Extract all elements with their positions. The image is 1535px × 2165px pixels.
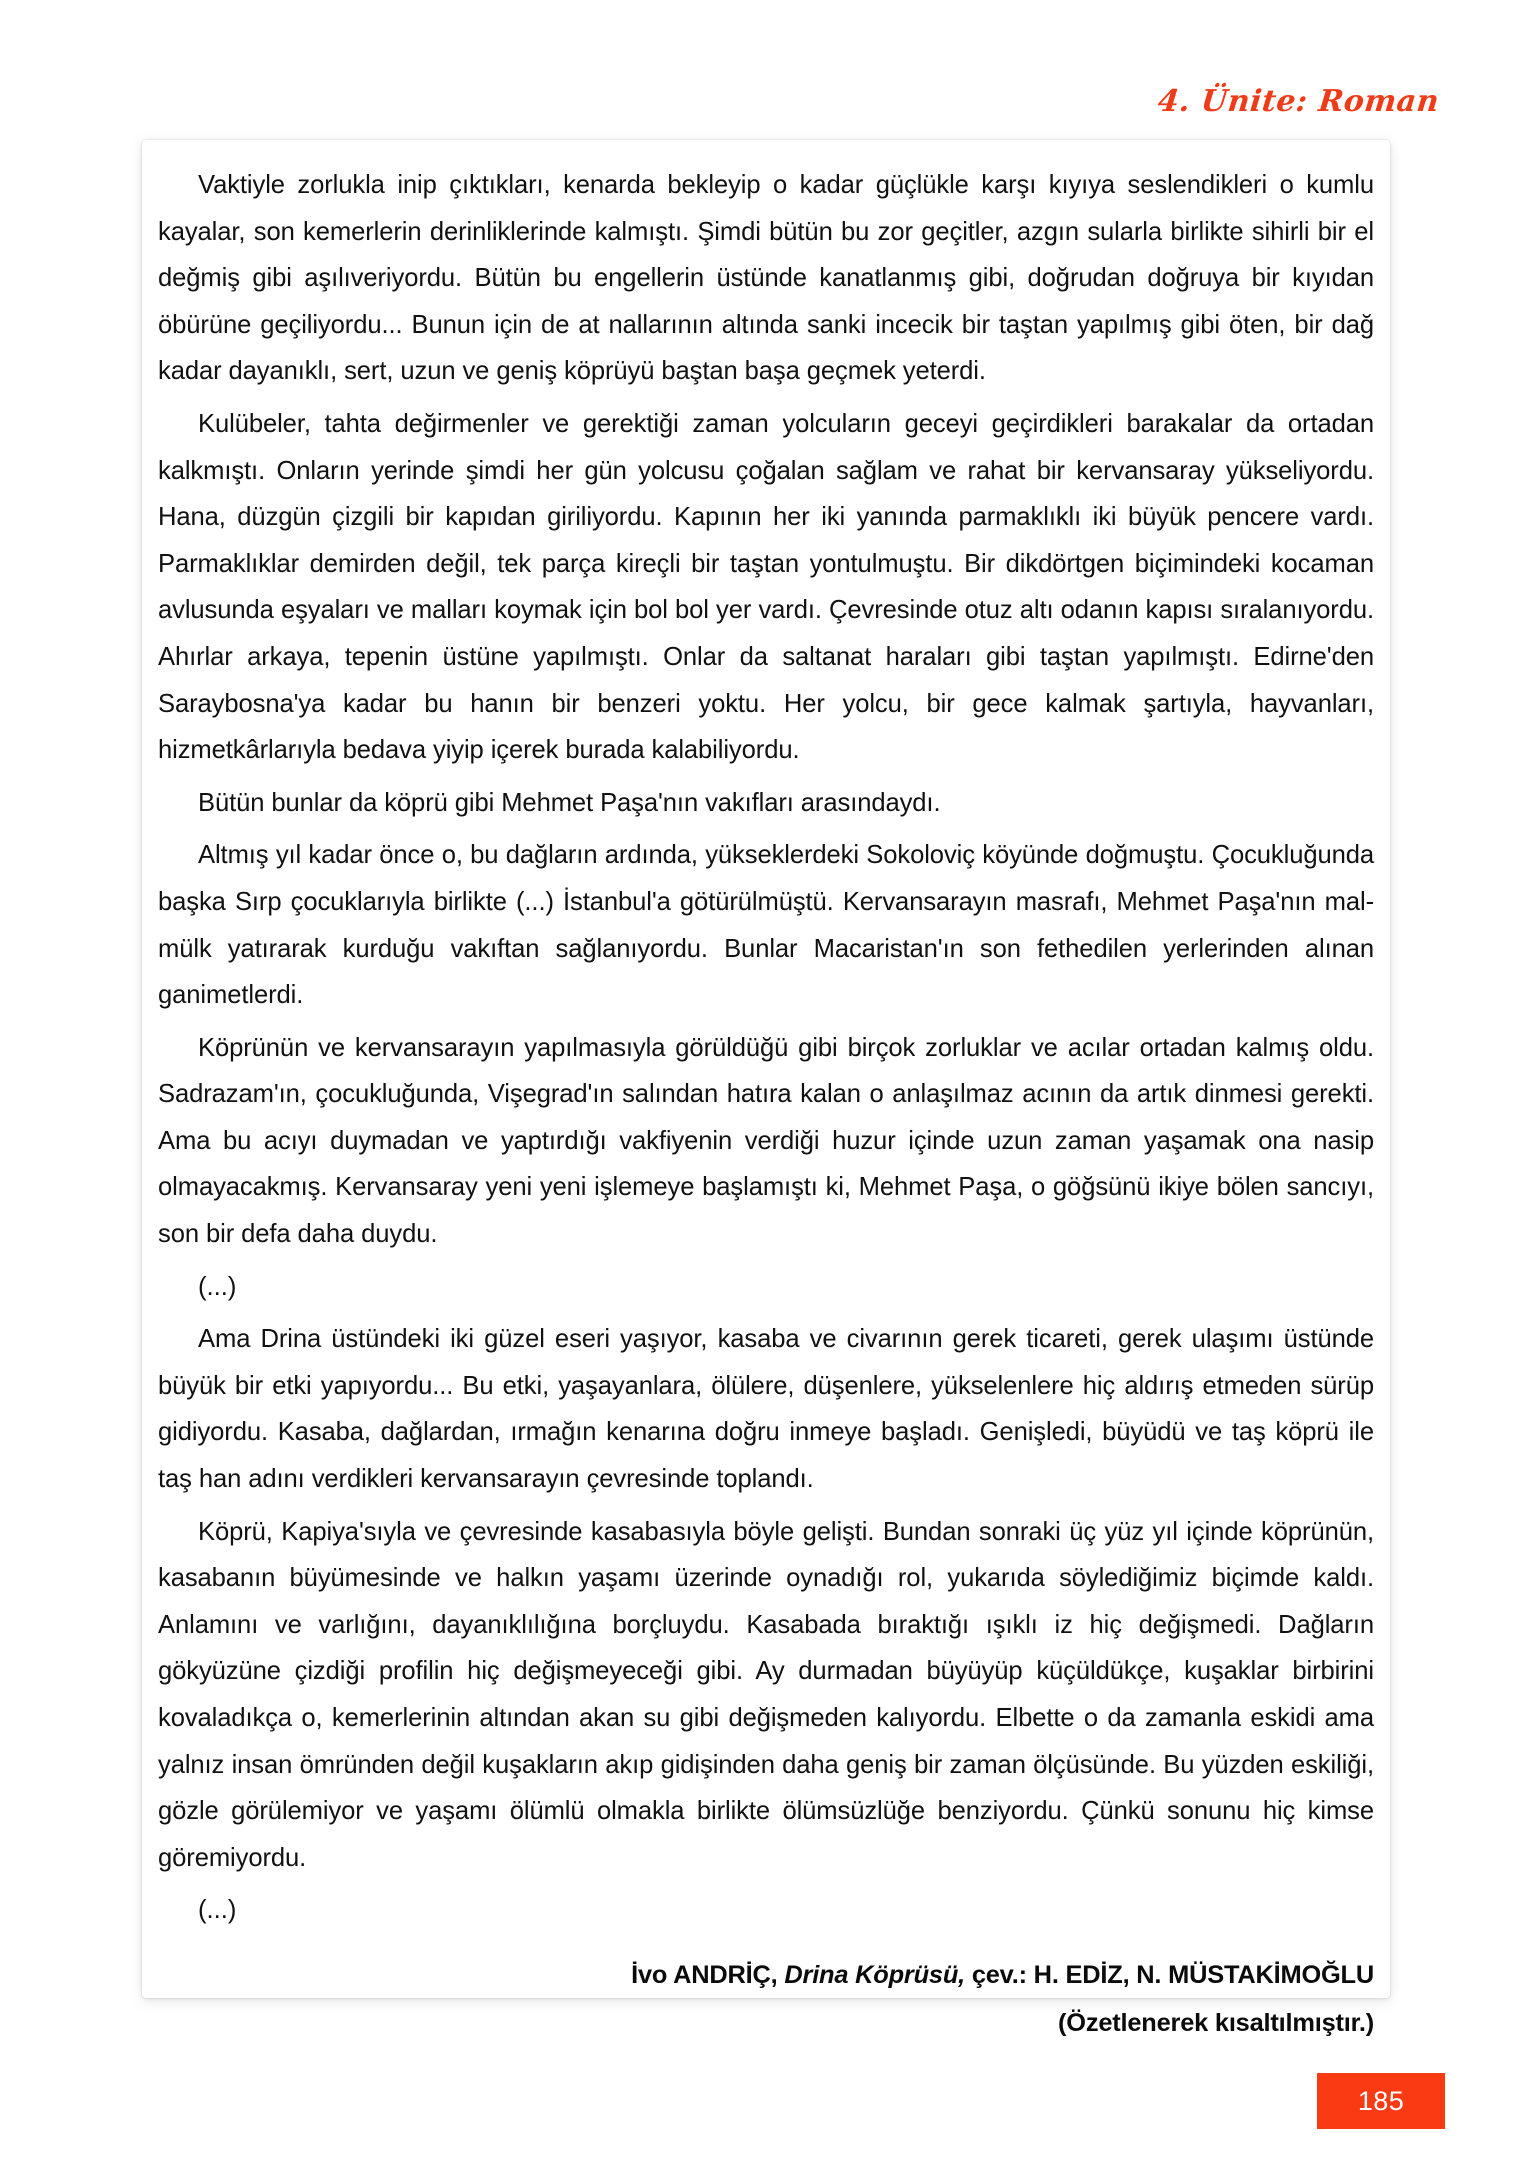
ellipsis-marker-2: (...) xyxy=(198,1896,237,1925)
citation-work-title: Drina Köprüsü, xyxy=(784,1960,965,1989)
ellipsis-marker-1: (...) xyxy=(198,1272,237,1301)
citation-translators: çev.: H. EDİZ, N. MÜSTAKİMOĞLU xyxy=(971,1960,1374,1989)
paragraph-7: Köprü, Kapiya'sıyla ve çevresinde kasabasıyla böyle gelişti. Bundan sonraki üç yüz yıl içinde köprünün, kasabanın büyümesinde ve halkın yaşamı üzerinde oynadığı rol, yukarıda söylediğimiz biçimde kaldı. Anlamını ve varlığını, dayanıklılığına borçluydu. Kasabada bıraktığı ışıklı iz hiç değişmedi. Dağların gökyüzüne çizdiği profilin hiç değişmeyeceği gibi. Ay durmadan büyüyüp küçüldükçe, kuşaklar birbirini kovaladıkça o, kemerlerinin altından akan su gibi değişmeden kalıyordu. Elbette o da zamanla eskidi ama yalnız insan ömründen değil kuşakların akıp gidişinden daha geniş bir zaman ölçüsünde. Bu yüzden eskiliği, gözle görülemiyor ve yaşamı ölümlü olmakla birlikte ölümsüzlüğe benziyordu. Çünkü sonunu hiç kimse göremiyordu. xyxy=(158,1517,1374,1872)
page-number-badge xyxy=(1317,2073,1445,2129)
paragraph-3: Bütün bunlar da köprü gibi Mehmet Paşa'nın vakıfları arasındaydı. xyxy=(198,788,941,817)
citation-note: (Özetlenerek kısaltılmıştır.) xyxy=(1058,2008,1374,2037)
paragraph-5: Köprünün ve kervansarayın yapılmasıyla görüldüğü gibi birçok zorluklar ve acılar ortadan kalmış oldu. Sadrazam'ın, çocukluğunda, Vişegrad'ın salından hatıra kalan o anlaşılmaz acının da artık dinmesi gerekti. Ama bu acıyı duymadan ve yaptırdığı vakfiyenin verdiği huzur içinde uzun zaman yaşamak ona nasip olmayacakmış. Kervansaray yeni yeni işlemeye başlamıştı ki, Mehmet Paşa, o göğsünü ikiye bölen sancıyı, son bir defa daha duydu. xyxy=(158,1033,1374,1249)
citation-author: İvo ANDRİÇ, xyxy=(631,1960,778,1989)
citation-line xyxy=(158,1952,1374,1998)
text-column xyxy=(158,162,1374,2046)
paragraph-2: Kulübeler, tahta değirmenler ve gerektiği zaman yolcuların geceyi geçirdikleri barakalar da ortadan kalkmıştı. Onların yerinde şimdi her gün yolcusu çoğalan sağlam ve rahat bir kervansaray yükseliyordu. Hana, düzgün çizgili bir kapıdan giriliyordu. Kapının her iki yanında parmaklıklı iki büyük pencere vardı. Parmaklıklar demirden değil, tek parça kireçli bir taştan yontulmuştu. Bir dikdörtgen biçimindeki kocaman avlusunda eşyaları ve malları koymak için bol bol yer vardı. Çevresinde otuz altı odanın kapısı sıralanıyordu. Ahırlar arkaya, tepenin üstüne yapılmıştı. Onlar da saltanat haraları gibi taştan yapılmıştı. Edirne'den Saraybosna'ya kadar bu hanın bir benzeri yoktu. Her yolcu, bir gece kalmak şartıyla, hayvanları, hizmetkârlarıyla bedava yiyip içerek burada kalabiliyordu. xyxy=(158,409,1374,765)
running-head-unit-title: 4. Ünite: Roman xyxy=(1156,84,1441,119)
paragraph-4: Altmış yıl kadar önce o, bu dağların ardında, yükseklerdeki Sokoloviç köyünde doğmuştu. Çocukluğunda başka Sırp çocuklarıyla birlikte (...) İstanbul'a götürülmüştü. Kervansarayın masrafı, Mehmet Paşa'nın mal-mülk yatırarak kurduğu vakıftan sağlanıyordu. Bunlar Macaristan'ın son fethedilen yerlerinden alınan ganimetlerdi. xyxy=(158,841,1374,1010)
page-number-text: 185 xyxy=(1357,2085,1405,2116)
paragraph-6: Ama Drina üstündeki iki güzel eseri yaşıyor, kasaba ve civarının gerek ticareti, gerek ulaşımı üstünde büyük bir etki yapıyordu... Bu etki, yaşayanlara, ölülere, düşenlere, yükselenlere hiç aldırış etmeden sürüp gidiyordu. Kasaba, dağlardan, ırmağın kenarına doğru inmeye başladı. Genişledi, büyüdü ve taş köprü ile taş han adını verdikleri kervansarayın çevresinde toplandı. xyxy=(158,1325,1374,1494)
paragraph-1: Vaktiyle zorlukla inip çıktıkları, kenarda bekleyip o kadar güçlükle karşı kıyıya seslendikleri o kumlu kayalar, son kemerlerin derinliklerinde kalmıştı. Şimdi bütün bu zor geçitler, azgın sularla birlikte sihirli bir el değmiş gibi aşılıveriyordu. Bütün bu engellerin üstünde kanatlanmış gibi, doğrudan doğruya bir kıyıdan öbürüne geçiliyordu... Bunun için de at nallarının altında sanki incecik bir taştan yapılmış gibi öten, bir dağ kadar dayanıklı, sert, uzun ve geniş köprüyü baştan başa geçmek yeterdi. xyxy=(158,171,1374,386)
